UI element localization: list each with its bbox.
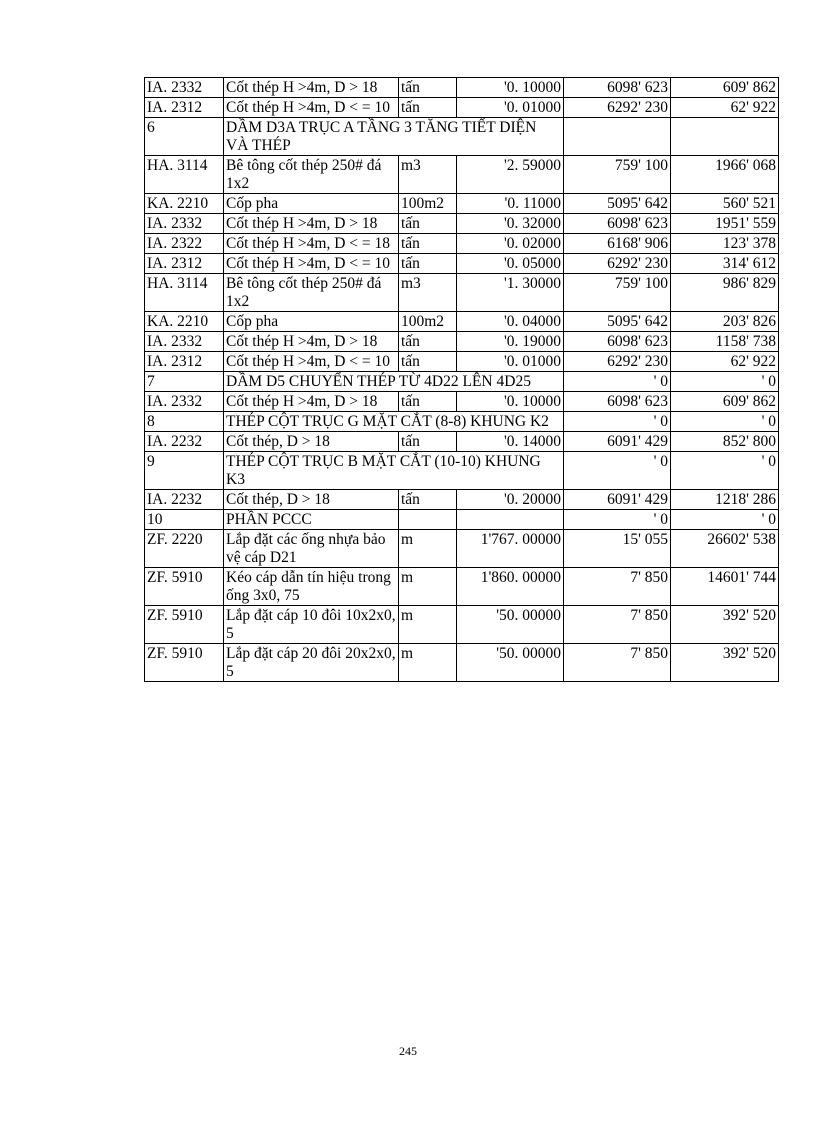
- line-total: 123' 378: [671, 234, 779, 254]
- line-total: 392' 520: [671, 606, 779, 644]
- line-total: 62' 922: [671, 352, 779, 372]
- unit-price: 6292' 230: [564, 352, 671, 372]
- bill-of-quantities-table: [144, 77, 779, 682]
- line-total: ' 0: [671, 412, 779, 432]
- item-unit: m: [399, 606, 457, 644]
- line-total: 26602' 538: [671, 530, 779, 568]
- table-row: [145, 194, 779, 214]
- section-row: [145, 412, 779, 432]
- section-title: DẦM D5 CHUYỂN THÉP TỪ 4D22 LÊN 4D25: [224, 372, 564, 392]
- item-quantity: '0. 20000: [457, 490, 564, 510]
- item-quantity: '0. 04000: [457, 312, 564, 332]
- item-code: IA. 2312: [145, 352, 224, 372]
- line-total: 609' 862: [671, 78, 779, 98]
- item-description: Cốt thép H >4m, D > 18: [224, 392, 399, 412]
- line-total: 986' 829: [671, 274, 779, 312]
- table-row: [145, 510, 779, 530]
- table-row: [145, 98, 779, 118]
- unit-price: [564, 118, 671, 156]
- item-quantity: 1'767. 00000: [457, 530, 564, 568]
- item-code: IA. 2312: [145, 98, 224, 118]
- line-total: 392' 520: [671, 644, 779, 682]
- item-description: Cốt thép H >4m, D > 18: [224, 78, 399, 98]
- section-title: THÉP CỘT TRỤC G MẶT CẮT (8-8) KHUNG K2: [224, 412, 564, 432]
- line-total: 1966' 068: [671, 156, 779, 194]
- unit-price: 6168' 906: [564, 234, 671, 254]
- item-quantity: '0. 19000: [457, 332, 564, 352]
- unit-price: ' 0: [564, 372, 671, 392]
- item-code: IA. 2232: [145, 432, 224, 452]
- unit-price: 759' 100: [564, 156, 671, 194]
- item-quantity: '0. 10000: [457, 392, 564, 412]
- table-row: [145, 606, 779, 644]
- line-total: 1951' 559: [671, 214, 779, 234]
- table-row: [145, 352, 779, 372]
- item-code: IA. 2332: [145, 392, 224, 412]
- line-total: 1158' 738: [671, 332, 779, 352]
- item-description: Kéo cáp dẫn tín hiệu trong ống 3x0, 75: [224, 568, 399, 606]
- line-total: 560' 521: [671, 194, 779, 214]
- unit-price: ' 0: [564, 510, 671, 530]
- line-total: 62' 922: [671, 98, 779, 118]
- item-unit: [399, 510, 457, 530]
- unit-price: 6098' 623: [564, 392, 671, 412]
- item-quantity: '0. 01000: [457, 352, 564, 372]
- line-total: 314' 612: [671, 254, 779, 274]
- line-total: ' 0: [671, 510, 779, 530]
- unit-price: 15' 055: [564, 530, 671, 568]
- item-code: IA. 2312: [145, 254, 224, 274]
- table-row: [145, 568, 779, 606]
- item-unit: tấn: [399, 432, 457, 452]
- unit-price: 6091' 429: [564, 490, 671, 510]
- section-row: [145, 452, 779, 490]
- table-row: [145, 644, 779, 682]
- line-total: 609' 862: [671, 392, 779, 412]
- item-quantity: '0. 14000: [457, 432, 564, 452]
- item-description: Cốt thép H >4m, D < = 18: [224, 234, 399, 254]
- item-unit: tấn: [399, 98, 457, 118]
- item-description: Cốt thép H >4m, D < = 10: [224, 98, 399, 118]
- item-code: IA. 2332: [145, 214, 224, 234]
- unit-price: 6098' 623: [564, 332, 671, 352]
- item-unit: tấn: [399, 392, 457, 412]
- item-description: PHẦN PCCC: [224, 510, 399, 530]
- item-unit: tấn: [399, 254, 457, 274]
- line-total: 14601' 744: [671, 568, 779, 606]
- item-unit: m3: [399, 156, 457, 194]
- table-row: [145, 234, 779, 254]
- section-row: [145, 372, 779, 392]
- table-row: [145, 214, 779, 234]
- item-quantity: 1'860. 00000: [457, 568, 564, 606]
- unit-price: ' 0: [564, 412, 671, 432]
- line-total: [671, 118, 779, 156]
- table-row: [145, 432, 779, 452]
- item-code: HA. 3114: [145, 274, 224, 312]
- unit-price: ' 0: [564, 452, 671, 490]
- item-code: IA. 2322: [145, 234, 224, 254]
- unit-price: 759' 100: [564, 274, 671, 312]
- line-total: ' 0: [671, 372, 779, 392]
- item-description: Cốt thép H >4m, D > 18: [224, 214, 399, 234]
- item-quantity: '0. 32000: [457, 214, 564, 234]
- item-code: 10: [145, 510, 224, 530]
- table-row: [145, 312, 779, 332]
- unit-price: 5095' 642: [564, 312, 671, 332]
- unit-price: 7' 850: [564, 644, 671, 682]
- item-quantity: '0. 10000: [457, 78, 564, 98]
- item-unit: m: [399, 568, 457, 606]
- item-code: 6: [145, 118, 224, 156]
- item-code: IA. 2232: [145, 490, 224, 510]
- table-body: [145, 78, 779, 682]
- item-quantity: '0. 05000: [457, 254, 564, 274]
- item-quantity: '0. 01000: [457, 98, 564, 118]
- table-row: [145, 490, 779, 510]
- table-row: [145, 332, 779, 352]
- item-unit: tấn: [399, 352, 457, 372]
- item-code: 7: [145, 372, 224, 392]
- line-total: ' 0: [671, 452, 779, 490]
- unit-price: 6098' 623: [564, 78, 671, 98]
- item-quantity: '0. 02000: [457, 234, 564, 254]
- unit-price: 6292' 230: [564, 98, 671, 118]
- item-description: Cốt thép, D > 18: [224, 432, 399, 452]
- item-unit: tấn: [399, 490, 457, 510]
- item-description: Cốt thép, D > 18: [224, 490, 399, 510]
- line-total: 203' 826: [671, 312, 779, 332]
- item-description: Lắp đặt cáp 10 đôi 10x2x0, 5: [224, 606, 399, 644]
- table-row: [145, 274, 779, 312]
- item-unit: 100m2: [399, 194, 457, 214]
- table-row: [145, 392, 779, 412]
- item-description: Cốt thép H >4m, D < = 10: [224, 352, 399, 372]
- item-description: Cốp pha: [224, 194, 399, 214]
- section-title: DẦM D3A TRỤC A TẦNG 3 TĂNG TIẾT DIỆN VÀ THÉP: [224, 118, 564, 156]
- table-row: [145, 78, 779, 98]
- item-code: ZF. 5910: [145, 644, 224, 682]
- line-total: 852' 800: [671, 432, 779, 452]
- item-description: Bê tông cốt thép 250# đá 1x2: [224, 156, 399, 194]
- item-unit: m3: [399, 274, 457, 312]
- unit-price: 6292' 230: [564, 254, 671, 274]
- unit-price: 7' 850: [564, 568, 671, 606]
- page-number: 245: [399, 1044, 417, 1058]
- item-unit: m: [399, 644, 457, 682]
- item-code: HA. 3114: [145, 156, 224, 194]
- item-code: ZF. 5910: [145, 606, 224, 644]
- item-quantity: '50. 00000: [457, 644, 564, 682]
- item-quantity: [457, 510, 564, 530]
- section-title: THÉP CỘT TRỤC B MẶT CẮT (10-10) KHUNG K3: [224, 452, 564, 490]
- item-description: Cốt thép H >4m, D > 18: [224, 332, 399, 352]
- line-total: 1218' 286: [671, 490, 779, 510]
- item-quantity: '1. 30000: [457, 274, 564, 312]
- unit-price: 6091' 429: [564, 432, 671, 452]
- item-code: 9: [145, 452, 224, 490]
- item-quantity: '0. 11000: [457, 194, 564, 214]
- item-unit: tấn: [399, 214, 457, 234]
- item-unit: tấn: [399, 78, 457, 98]
- item-description: Cốp pha: [224, 312, 399, 332]
- item-code: 8: [145, 412, 224, 432]
- item-unit: tấn: [399, 332, 457, 352]
- item-code: IA. 2332: [145, 332, 224, 352]
- item-code: KA. 2210: [145, 312, 224, 332]
- table-row: [145, 530, 779, 568]
- table-row: [145, 156, 779, 194]
- unit-price: 7' 850: [564, 606, 671, 644]
- item-description: Cốt thép H >4m, D < = 10: [224, 254, 399, 274]
- item-quantity: '50. 00000: [457, 606, 564, 644]
- item-unit: 100m2: [399, 312, 457, 332]
- item-description: Lắp đặt cáp 20 đôi 20x2x0, 5: [224, 644, 399, 682]
- section-row: [145, 118, 779, 156]
- item-unit: tấn: [399, 234, 457, 254]
- item-description: Bê tông cốt thép 250# đá 1x2: [224, 274, 399, 312]
- item-code: ZF. 2220: [145, 530, 224, 568]
- unit-price: 5095' 642: [564, 194, 671, 214]
- item-unit: m: [399, 530, 457, 568]
- item-code: ZF. 5910: [145, 568, 224, 606]
- item-quantity: '2. 59000: [457, 156, 564, 194]
- item-code: IA. 2332: [145, 78, 224, 98]
- table-row: [145, 254, 779, 274]
- item-code: KA. 2210: [145, 194, 224, 214]
- item-description: Lắp đặt các ống nhựa bảo vệ cáp D21: [224, 530, 399, 568]
- unit-price: 6098' 623: [564, 214, 671, 234]
